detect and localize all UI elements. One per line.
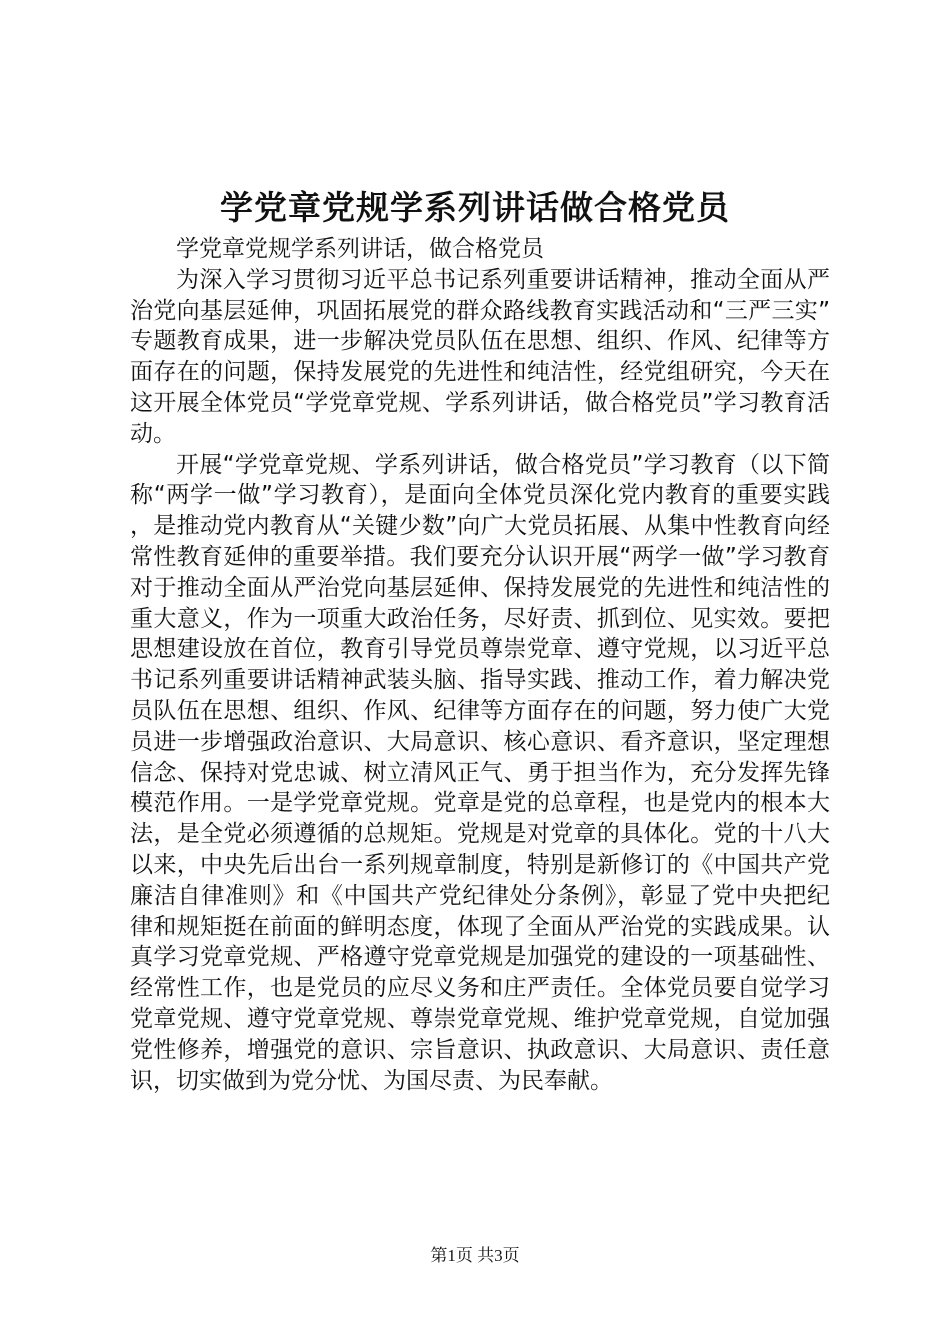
page-number-footer: 第1页 共3页 [430,1246,520,1265]
paragraph-main: 开展“学党章党规、学系列讲话，做合格党员”学习教育（以下简称“两学一做”学习教育），是面向全体党员深化党内教育的重要实践，是推动党内教育从“关键少数”向广大党员拓展、从集中性教育向经常性教育延伸的重要举措。我们要充分认识开展“两学一做”学习教育对于推动全面从严治党向基层延伸、保持发展党的先进性和纯洁性的重大意义，作为一项重大政治任务，尽好责、抓到位、见实效。要把思想建设放在首位，教育引导党员尊崇党章、遵守党规，以习近平总书记系列重要讲话精神武装头脑、指导实践、推动工作，着力解决党员队伍在思想、组织、作风、纪律等方面存在的问题，努力使广大党员进一步增强政治意识、大局意识、核心意识、看齐意识，坚定理想信念、保持对党忠诚、树立清风正气、勇于担当作为，充分发挥先锋模范作用。一是学党章党规。党章是党的总章程，也是党内的根本大法，是全党必须遵循的总规矩。党规是对党章的具体化。党的十八大以来，中央先后出台一系列规章制度，特别是新修订的《中国共产党廉洁自律准则》和《中国共产党纪律处分条例》，彰显了党中央把纪律和规矩挺在前面的鲜明态度，体现了全面从严治党的实践成果。认真学习党章党规、严格遵守党章党规是加强党的建设的一项基础性、经常性工作，也是党员的应尽义务和庄严责任。全体党员要自觉学习党章党规、遵守党章党规、尊崇党章党规、维护党章党规，自觉加强党性修养，增强党的意识、宗旨意识、执政意识、大局意识、责任意识，切实做到为党分忧、为国尽责、为民奉献。 [130,451,830,1094]
paragraph-subtitle: 学党章党规学系列讲话，做合格党员 [176,236,544,262]
paragraph-intro: 为深入学习贯彻习近平总书记系列重要讲话精神，推动全面从严治党向基层延伸，巩固拓展党的群众路线教育实践活动和“三严三实”专题教育成果，进一步解决党员队伍在思想、组织、作风、纪律等方面存在的问题，保持发展党的先进性和纯洁性，经党组研究，今天在这开展全体党员“学党章党规、学系列讲话，做合格党员”学习教育活动。 [130,266,830,447]
document-title: 学党章党规学系列讲话做合格党员 [220,188,730,227]
document-body [130,234,830,1096]
